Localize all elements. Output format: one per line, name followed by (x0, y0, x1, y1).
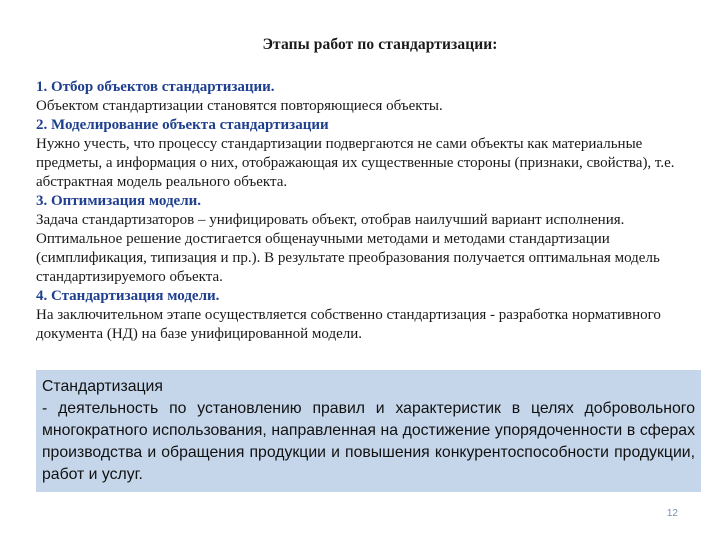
stage-heading-4: 4. Стандартизация модели. (36, 288, 220, 304)
definition-text: - деятельность по установлению правил и характеристик в целях добровольного многократного использования, направленная на достижение упорядоченности в сферах производства и обращения продукции и повышения конкурентоспособности продукции, работ и услуг. (42, 400, 695, 483)
definition-box (36, 370, 701, 492)
stage-heading-1: 1. Отбор объектов стандартизации. (36, 79, 275, 95)
stage-text-2: Нужно учесть, что процессу стандартизации подвергаются не сами объекты как материальные предметы, а информация о них, отображающая их существенные стороны (признаки, свойства), т.е. абстрактная модель реального объекта. (36, 136, 675, 190)
stage-text-4: На заключительном этапе осуществляется собственно стандартизация - разработка нормативного документа (НД) на базе унифицированной модели. (36, 307, 661, 342)
page-number: 12 (666, 508, 678, 519)
page-title: Этапы работ по стандартизации: (262, 36, 498, 53)
stage-text-1: Объектом стандартизации становятся повторяющиеся объекты. (36, 98, 443, 114)
definition-term: Стандартизация (42, 378, 163, 395)
stage-heading-2: 2. Моделирование объекта стандартизации (36, 117, 329, 133)
stage-text-3: Задача стандартизаторов – унифицировать объект, отобрав наилучший вариант исполнения. Оптимальное решение достигается общенаучными методами и методами стандартизации (симплификация, типизация и пр.). В результате преобразования получается оптимальная модель стандартизируемого объекта. (36, 212, 660, 285)
stage-heading-3: 3. Оптимизация модели. (36, 193, 201, 209)
stages-list (36, 78, 700, 344)
